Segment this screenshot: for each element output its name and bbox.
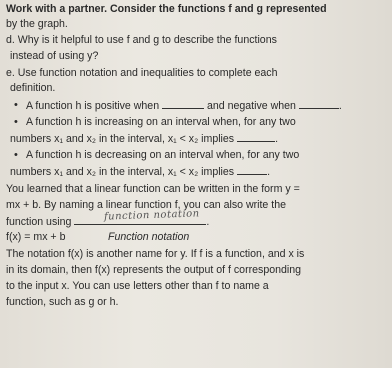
- bullet-2-marker: •: [14, 116, 18, 128]
- bullet-2-period: .: [275, 133, 279, 145]
- bullet-2-line-1: A function h is increasing on an interval when, for any two: [26, 116, 296, 128]
- final-line-2: in its domain, then f(x) represents the output of f corresponding: [6, 264, 302, 276]
- intro-line-2: by the graph.: [6, 18, 68, 30]
- bullet-3-text: numbers x₁ and x₂ in the interval, x₁ < x₂ implies: [10, 166, 235, 178]
- bullet-2-text: numbers x₁ and x₂ in the interval, x₁ < x₂ implies: [10, 133, 235, 145]
- final-line-1: The notation f(x) is another name for y. If f is a function, and x is: [6, 248, 305, 260]
- bullet-1-text-b: and negative when: [207, 100, 296, 112]
- negative-blank[interactable]: [299, 98, 339, 109]
- bullet-2-line-2: [10, 131, 278, 147]
- notation-label: Function notation: [108, 231, 190, 243]
- linear-period: .: [206, 216, 210, 228]
- bullet-3-line-2: [10, 164, 270, 180]
- bullet-3-marker: •: [14, 149, 18, 161]
- linear-line-1: You learned that a linear function can be written in the form y =: [6, 183, 300, 195]
- part-e-line-2: definition.: [10, 82, 56, 94]
- linear-text: function using: [6, 216, 72, 228]
- bullet-1-text-a: A function h is positive when: [26, 100, 160, 112]
- linear-line-2: mx + b. By naming a linear function f, you can also write the: [6, 199, 286, 211]
- final-line-3: to the input x. You can use letters other than f to name a: [6, 280, 269, 292]
- positive-blank[interactable]: [162, 98, 204, 109]
- part-d-line-1: d. Why is it helpful to use f and g to describe the functions: [6, 34, 277, 46]
- handwritten-answer: function notation: [103, 208, 200, 223]
- part-d-line-2: instead of using y?: [10, 50, 99, 62]
- decreasing-blank[interactable]: [237, 164, 267, 175]
- notation-formula: f(x) = mx + b: [6, 231, 66, 243]
- intro-line-1: Work with a partner. Consider the functions f and g represented: [6, 3, 327, 15]
- part-e-line-1: e. Use function notation and inequalities to complete each: [6, 67, 278, 79]
- increasing-blank[interactable]: [237, 131, 275, 142]
- bullet-3-line-1: A function h is decreasing on an interval when, for any two: [26, 149, 300, 161]
- bullet-1-period: .: [338, 100, 342, 112]
- bullet-1-marker: •: [14, 99, 18, 111]
- bullet-1-line: [26, 98, 342, 114]
- final-line-4: function, such as g or h.: [6, 296, 119, 308]
- bullet-3-period: .: [267, 166, 271, 178]
